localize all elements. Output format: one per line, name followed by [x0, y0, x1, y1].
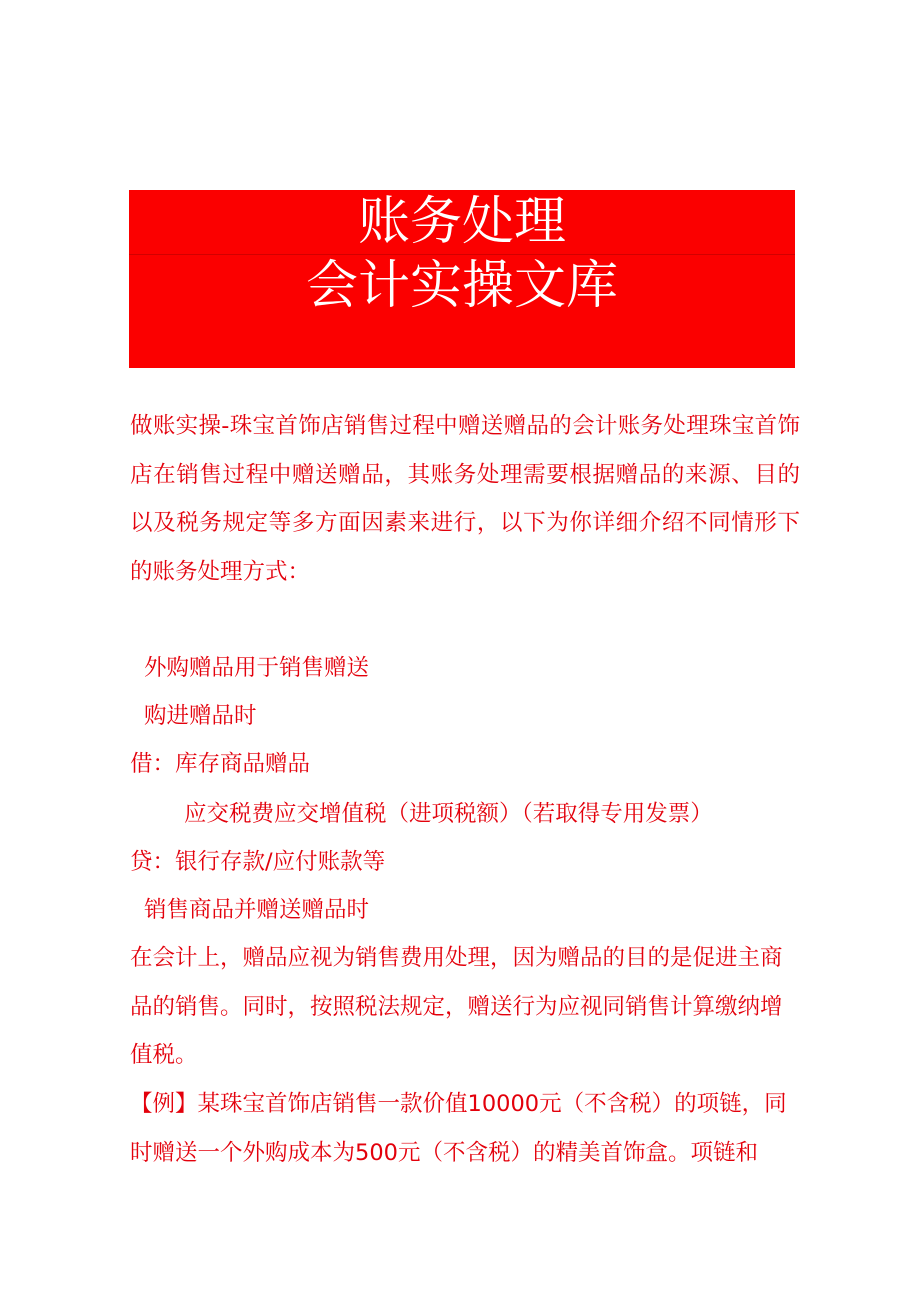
section-heading-outsourced-gifts: 外购赠品用于销售赠送 [144, 655, 370, 681]
journal-tax-line: 应交税费应交增值税（进项税额）（若取得专用发票） [184, 801, 713, 827]
document-body [130, 402, 800, 1166]
banner-title-line-2: 会计实操文库 [305, 256, 618, 316]
intro-paragraph: 做账实操-珠宝首饰店销售过程中赠送赠品的会计账务处理珠宝首饰店在销售过程中赠送赠品，其账务处理需要根据赠品的来源、目的以及税务规定等多方面因素来进行，以下为你详细介绍不同情形下的账务处理方式： [130, 413, 800, 585]
case-heading-sale-with-gift: 销售商品并赠送赠品时 [144, 897, 370, 923]
accounting-explanation-paragraph: 在会计上，赠品应视为销售费用处理，因为赠品的目的是促进主商品的销售。同时，按照税法规定，赠送行为应视同销售计算缴纳增值税。 [130, 945, 783, 1068]
journal-debit-line: 借：库存商品赠品 [130, 751, 311, 777]
title-banner [129, 190, 795, 368]
case-heading-purchase: 购进赠品时 [144, 703, 257, 729]
journal-credit-line: 贷：银行存款/应付账款等 [130, 849, 386, 875]
banner-title-line-1: 账务处理 [357, 192, 566, 252]
example-paragraph: 【例】某珠宝首饰店销售一款价值10000元（不含税）的项链，同时赠送一个外购成本为500元（不含税）的精美首饰盒。项链和 [130, 1091, 787, 1166]
